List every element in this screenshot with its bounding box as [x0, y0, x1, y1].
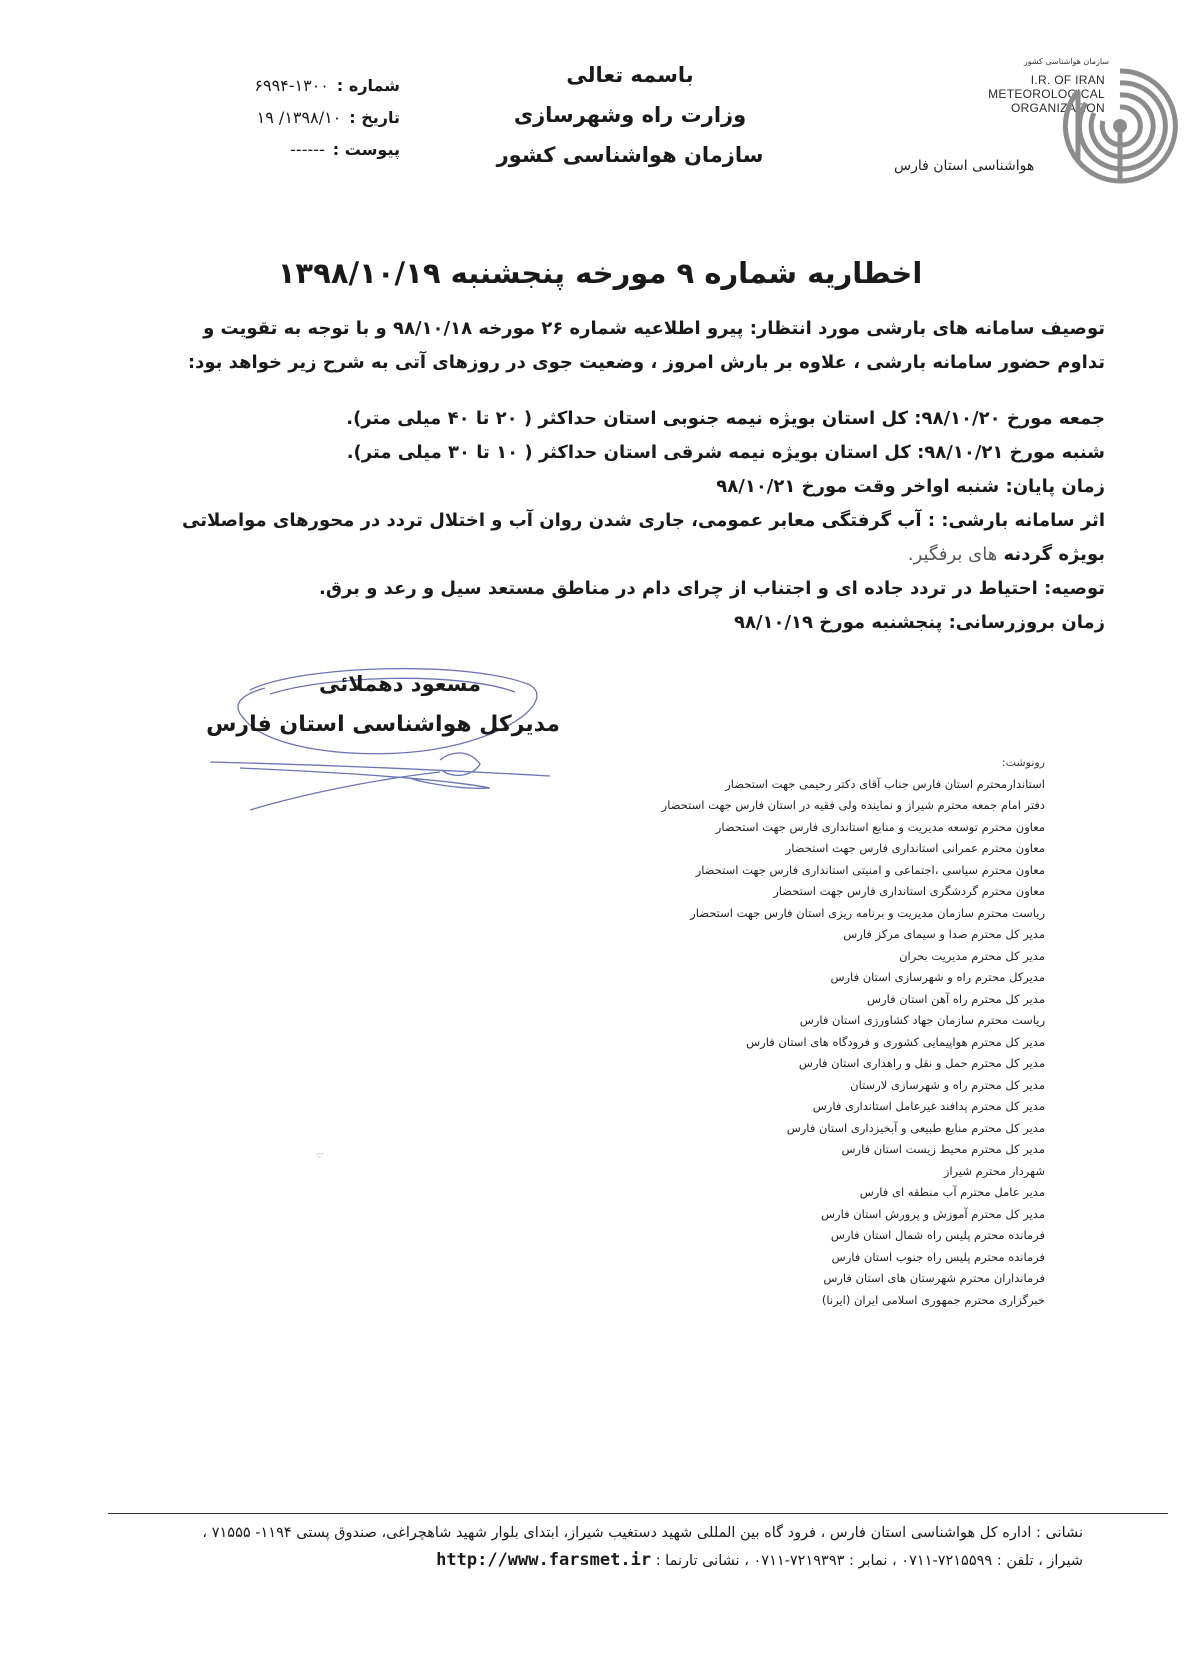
- cc-recipient: معاون محترم توسعه مدیریت و منابع استانداری فارس جهت استحضار: [715, 819, 1045, 834]
- cc-recipient: مدیر عامل محترم آب منطقه ای فارس: [859, 1185, 1045, 1199]
- footer: [108, 1520, 1083, 1575]
- cc-recipient: معاون محترم سیاسی ،اجتماعی و امنیتی استانداری فارس جهت استحضار: [695, 862, 1045, 877]
- warning-body: [170, 312, 1105, 640]
- website-link[interactable]: http://www.farsmet.ir: [436, 1550, 652, 1570]
- reference-attachment-value: ------: [290, 140, 325, 159]
- organization-logo: [945, 55, 1185, 205]
- heading-organization: سازمان هواشناسی کشور: [496, 143, 764, 167]
- cc-recipient: معاون محترم عمرانی استانداری فارس جهت استحضار: [785, 841, 1045, 855]
- cc-recipient: مدیر کل محترم مدیریت بحران: [899, 948, 1045, 963]
- cc-recipient: مدیر کل محترم صدا و سیمای مرکز فارس: [843, 927, 1045, 941]
- heading-ministry: وزارت راه وشهرسازی: [513, 103, 747, 127]
- reference-attachment-label: پیوست :: [332, 140, 400, 159]
- cc-recipient: مدیر کل محترم محیط زیست استان فارس: [841, 1142, 1045, 1156]
- cc-recipient: مدیرکل محترم راه و شهرسازی استان فارس: [830, 970, 1045, 984]
- cc-recipient: فرمانده محترم پلیس راه شمال استان فارس: [830, 1228, 1045, 1242]
- logo-english-line-2: METEOROLOGICAL: [988, 87, 1105, 101]
- reference-block: [200, 70, 400, 166]
- reference-attachment-row: [200, 134, 400, 166]
- cc-recipient: خبرگزاری محترم جمهوری اسلامی ایران (ایرنا): [821, 1292, 1045, 1307]
- signatory-name: مسعود دهملائی: [319, 672, 481, 696]
- system-effect-main: اثر سامانه بارشی: : آب گرفتگی معابر عمومی، جاری شدن روان آب و اختلال تردد در محورهای مواصلاتی بویژه گردنه: [181, 510, 1105, 565]
- cc-recipient: مدیر کل محترم حمل و نقل و راهداری استان فارس: [798, 1056, 1045, 1070]
- scan-speck: ·:·: [316, 1150, 324, 1159]
- cc-recipient: ریاست محترم سازمان جهاد کشاورزی استان فارس: [799, 1013, 1045, 1027]
- forecast-saturday: شنبه مورخ ۹۸/۱۰/۲۱: کل استان بویژه نیمه شرقی استان حداکثر ( ۱۰ تا ۳۰ میلی متر).: [346, 442, 1105, 463]
- signature-block: [206, 660, 570, 830]
- update-time: زمان بروزرسانی: پنجشنبه مورخ ۹۸/۱۰/۱۹: [733, 612, 1105, 633]
- cc-recipient: مدیر کل محترم پدافند غیرعامل استانداری فارس: [812, 1099, 1045, 1113]
- cc-recipient: مدیر کل محترم منابع طبیعی و آبخیزداری استان فارس: [786, 1120, 1045, 1135]
- cc-recipient: ریاست محترم سازمان مدیریت و برنامه ریزی استان فارس جهت استحضار: [690, 905, 1045, 920]
- advice: توصیه: احتیاط در تردد جاده ای و اجتناب از چرای دام در مناطق مستعد سیل و رعد و برق.: [319, 578, 1105, 599]
- system-effect-tail: های برفگیر.: [907, 544, 998, 565]
- reference-date-value: ۱۳۹۸/۱۰/ ۱۹: [256, 108, 342, 127]
- signatory-position: مدیرکل هواشناسی استان فارس: [206, 712, 560, 737]
- logo-persian-text: سازمان هواشناسی کشور: [1023, 57, 1109, 66]
- meteorological-emblem-icon: [1058, 61, 1183, 191]
- reference-date-row: [200, 102, 400, 134]
- cc-recipient: فرمانداران محترم شهرستان های استان فارس: [823, 1271, 1045, 1285]
- forecast-friday: جمعه مورخ ۹۸/۱۰/۲۰: کل استان بویژه نیمه جنوبی استان حداکثر ( ۲۰ تا ۴۰ میلی متر).: [346, 408, 1105, 429]
- reference-date-label: تاریخ :: [349, 108, 400, 127]
- warning-title: اخطاریه شماره ۹ مورخه پنجشنبه ۱۳۹۸/۱۰/۱۹: [277, 256, 923, 290]
- system-effect: [170, 504, 1105, 572]
- cc-recipient: معاون محترم گردشگری استانداری فارس جهت استحضار: [773, 884, 1045, 898]
- footer-contact-row: [108, 1547, 1083, 1575]
- end-time: زمان پایان: شنبه اواخر وقت مورخ ۹۸/۱۰/۲۱: [716, 476, 1105, 497]
- letter-heading: [480, 55, 780, 175]
- cc-heading: رونوشت:: [1001, 756, 1045, 769]
- logo-branch-label: هواشناسی استان فارس: [894, 158, 1035, 174]
- body-intro: توصیف سامانه های بارشی مورد انتظار: پیرو اطلاعیه شماره ۲۶ مورخه ۹۸/۱۰/۱۸ و با توجه به تقویت و تداوم حضور سامانه بارشی ، علاوه بر بارش امروز ، وضعیت جوی در روزهای آتی به شرح زیر خواهد بود:: [187, 318, 1105, 373]
- reference-number-value: ۶۹۹۴-۱۳۰۰: [254, 76, 329, 95]
- footer-divider: [108, 1513, 1168, 1514]
- footer-address: نشانی : اداره کل هواشناسی استان فارس ، فرود گاه بین المللی شهید دستغیب شیراز، ابتدای بلوار شهید شاهچراغی، صندوق پستی ۱۱۹۴- ۷۱۵۵۵ ،: [202, 1525, 1083, 1541]
- logo-english-line-1: I.R. OF IRAN: [1030, 73, 1105, 87]
- footer-contact: شیراز ، تلفن : ۷۲۱۵۵۹۹-۰۷۱۱ ، نمابر : ۷۲۱۹۳۹۳-۰۷۱۱ ، نشانی تارنما :: [655, 1553, 1083, 1569]
- cc-recipient: استاندارمحترم استان فارس جناب آقای دکتر رحیمی جهت استحضار: [725, 776, 1045, 791]
- reference-number-row: [200, 70, 400, 102]
- cc-recipient: دفتر امام جمعه محترم شیراز و نماینده ولی فقیه در استان فارس جهت استحضار: [661, 798, 1045, 812]
- cc-recipient: مدیر کل محترم راه آهن استان فارس: [866, 991, 1045, 1006]
- cc-recipient: مدیر کل محترم راه و شهرسازی لارستان: [850, 1077, 1045, 1092]
- reference-number-label: شماره :: [336, 76, 400, 95]
- logo-english-line-3: ORGANIZATION: [1010, 101, 1105, 115]
- cc-recipient: مدیر کل محترم هواپیمایی کشوری و فرودگاه های استان فارس: [746, 1034, 1045, 1049]
- heading-invocation: باسمه تعالی: [566, 63, 694, 87]
- cc-recipient: فرمانده محترم پلیس راه جنوب استان فارس: [831, 1249, 1045, 1264]
- cc-recipient: شهردار محترم شیراز: [943, 1163, 1045, 1178]
- cc-recipient: مدیر کل محترم آموزش و پرورش استان فارس: [820, 1206, 1045, 1221]
- cc-list: [620, 752, 1045, 1311]
